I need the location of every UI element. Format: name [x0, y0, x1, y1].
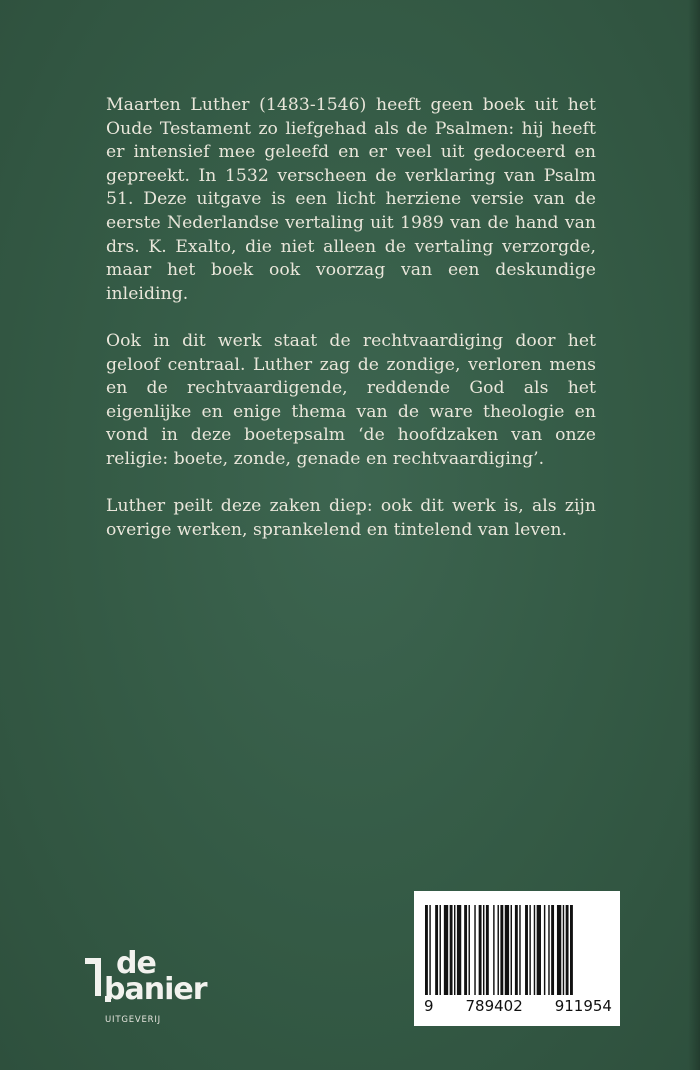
barcode-bar — [519, 905, 520, 995]
barcode-bar — [479, 905, 482, 995]
blurb-paragraph-1: Maarten Luther (1483-1546) heeft geen boek uit het Oude Testament zo liefgehad als de Psalmen: hij heeft er intensief mee geleefd en er veel uit gedoceerd en gepreekt. In 1532 verscheen de verklaring van Psalm 51. Deze uitgave is een licht herziene versie van de eerste Nederlandse vertaling uit 1989 van de hand van drs. K. Exalto, die niet alleen de vertaling verzorgde, maar het boek ook voorzag van een deskundige inleiding. — [106, 95, 596, 304]
barcode-bar — [457, 905, 461, 995]
barcode-bar — [454, 905, 455, 995]
isbn-number — [424, 997, 612, 1015]
blurb-paragraph-3: Luther peilt deze zaken diep: ook dit werk is, als zijn overige werken, sprankelend en tintelend van leven. — [106, 496, 596, 540]
barcode-bar — [429, 905, 430, 995]
barcode-bar — [557, 905, 561, 995]
isbn-group-1: 789402 — [465, 997, 523, 1015]
barcode-bar — [464, 905, 467, 995]
barcode-bar — [570, 905, 573, 995]
publisher-logo — [83, 946, 253, 1032]
barcode-bar — [440, 905, 441, 995]
barcode-bar — [493, 905, 494, 995]
barcode-bar — [515, 905, 518, 995]
barcode-bar — [537, 905, 541, 995]
isbn-group-2: 911954 — [554, 997, 612, 1015]
barcode-bar — [444, 905, 448, 995]
barcode-bar — [563, 905, 564, 995]
barcode-bar — [483, 905, 484, 995]
barcode-bar — [450, 905, 453, 995]
barcode-bar — [525, 905, 528, 995]
isbn-barcode — [425, 905, 611, 999]
barcode-bar — [544, 905, 545, 995]
isbn-prefix: 9 — [424, 997, 434, 1015]
publisher-name-line1: de — [116, 946, 156, 981]
publisher-subtitle: UITGEVERIJ — [105, 1015, 161, 1025]
barcode-bar — [425, 905, 428, 995]
cover-edge-shadow — [688, 0, 700, 1070]
barcode-bar — [500, 905, 503, 995]
blurb-paragraph-2: Ook in dit werk staat de rechtvaardiging door het geloof centraal. Luther zag de zondige, verloren mens en de rechtvaardigende, reddende God als het eigenlijke en enige thema van de ware theologie en vond in deze boetepsalm ‘de hoofdzaken van onze religie: boete, zonde, genade en rechtvaardiging’. — [106, 330, 596, 469]
barcode-bar — [435, 905, 438, 995]
barcode-bar — [529, 905, 530, 995]
barcode-bar — [551, 905, 554, 995]
barcode-bar — [548, 905, 549, 995]
barcode-bar — [566, 905, 569, 995]
barcode-bar — [498, 905, 499, 995]
publisher-name-line2: banier — [104, 972, 207, 1007]
barcode-label — [414, 891, 620, 1026]
barcode-bar — [505, 905, 509, 995]
barcode-bar — [474, 905, 475, 995]
back-cover-blurb — [106, 94, 596, 566]
barcode-bar — [469, 905, 470, 995]
barcode-bar — [534, 905, 535, 995]
barcode-bar — [486, 905, 489, 995]
barcode-bar — [511, 905, 512, 995]
